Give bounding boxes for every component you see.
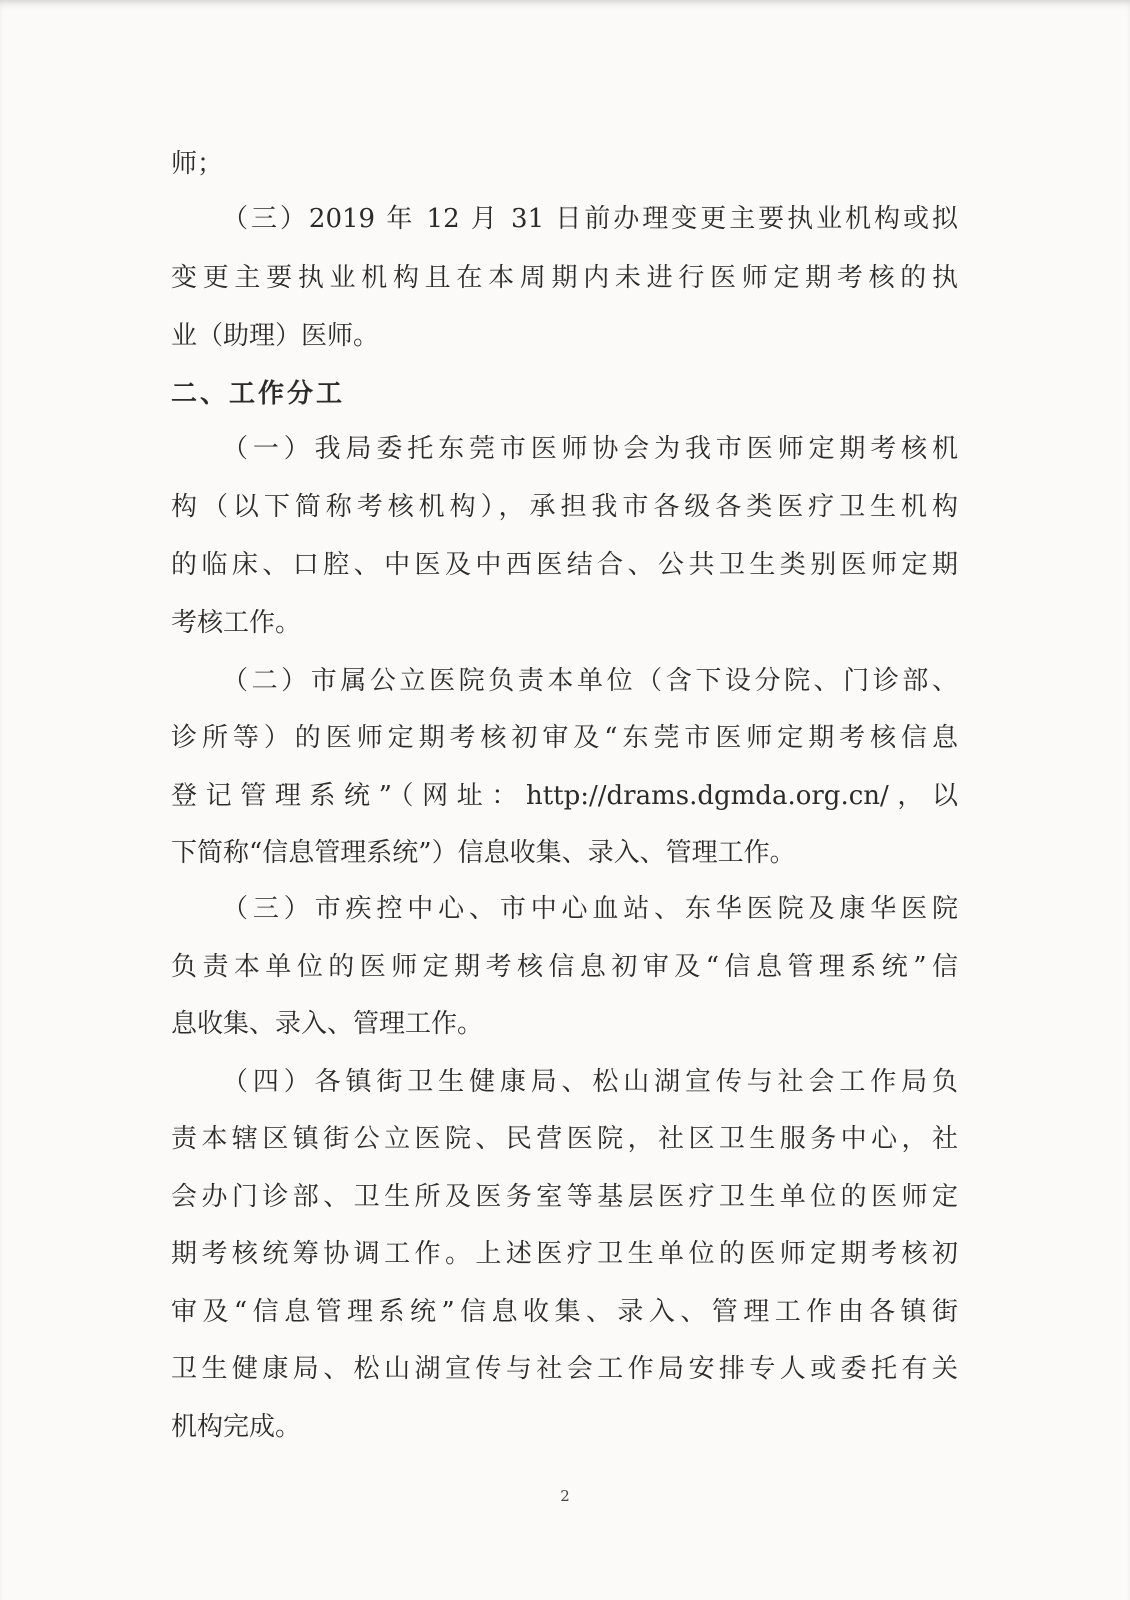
text-line: 师； bbox=[171, 149, 224, 179]
paragraph-line: （二）市属公立医院负责本单位（含下设分院、门诊部、 bbox=[222, 666, 958, 696]
text-line: 期考核统筹协调工作。上述医疗卫生单位的医师定期考核初 bbox=[171, 1239, 958, 1269]
paragraph-line: （一）我局委托东莞市医师协会为我市医师定期考核机 bbox=[222, 434, 958, 464]
text-line: 责本辖区镇街公立医院、民营医院，社区卫生服务中心，社 bbox=[171, 1124, 958, 1154]
text-line: 卫生健康局、松山湖宣传与社会工作局安排专人或委托有关 bbox=[171, 1354, 958, 1384]
paragraph-line: （三）市疾控中心、市中心血站、东华医院及康华医院 bbox=[222, 894, 958, 924]
paragraph-line: （四）各镇街卫生健康局、松山湖宣传与社会工作局负 bbox=[222, 1067, 958, 1097]
text-line: 登记管理系统”（网址：http://drams.dgmda.org.cn/，以 bbox=[171, 781, 958, 811]
paragraph-line: （三）2019 年 12 月 31 日前办理变更主要执业机构或拟 bbox=[222, 204, 958, 234]
text-line: 的临床、口腔、中医及中西医结合、公共卫生类别医师定期 bbox=[171, 550, 958, 580]
text-line: 机构完成。 bbox=[171, 1412, 302, 1442]
text-line: 负责本单位的医师定期考核信息初审及“信息管理系统”信 bbox=[171, 952, 958, 982]
section-heading: 二、工作分工 bbox=[171, 379, 346, 409]
text-line: 审及“信息管理系统”信息收集、录入、管理工作由各镇街 bbox=[171, 1297, 958, 1327]
text-line: 考核工作。 bbox=[171, 608, 302, 638]
text-line: 诊所等）的医师定期考核初审及“东莞市医师定期考核信息 bbox=[171, 723, 958, 753]
text-line: 变更主要执业机构且在本周期内未进行医师定期考核的执 bbox=[171, 263, 958, 293]
page-number: 2 bbox=[560, 1487, 570, 1505]
text-line: 构（以下简称考核机构），承担我市各级各类医疗卫生机构 bbox=[171, 492, 958, 522]
text-line: 下简称“信息管理系统”）信息收集、录入、管理工作。 bbox=[171, 838, 796, 868]
text-line: 息收集、录入、管理工作。 bbox=[171, 1009, 484, 1039]
text-line: 业（助理）医师。 bbox=[171, 321, 380, 351]
text-line: 会办门诊部、卫生所及医务室等基层医疗卫生单位的医师定 bbox=[171, 1182, 958, 1212]
